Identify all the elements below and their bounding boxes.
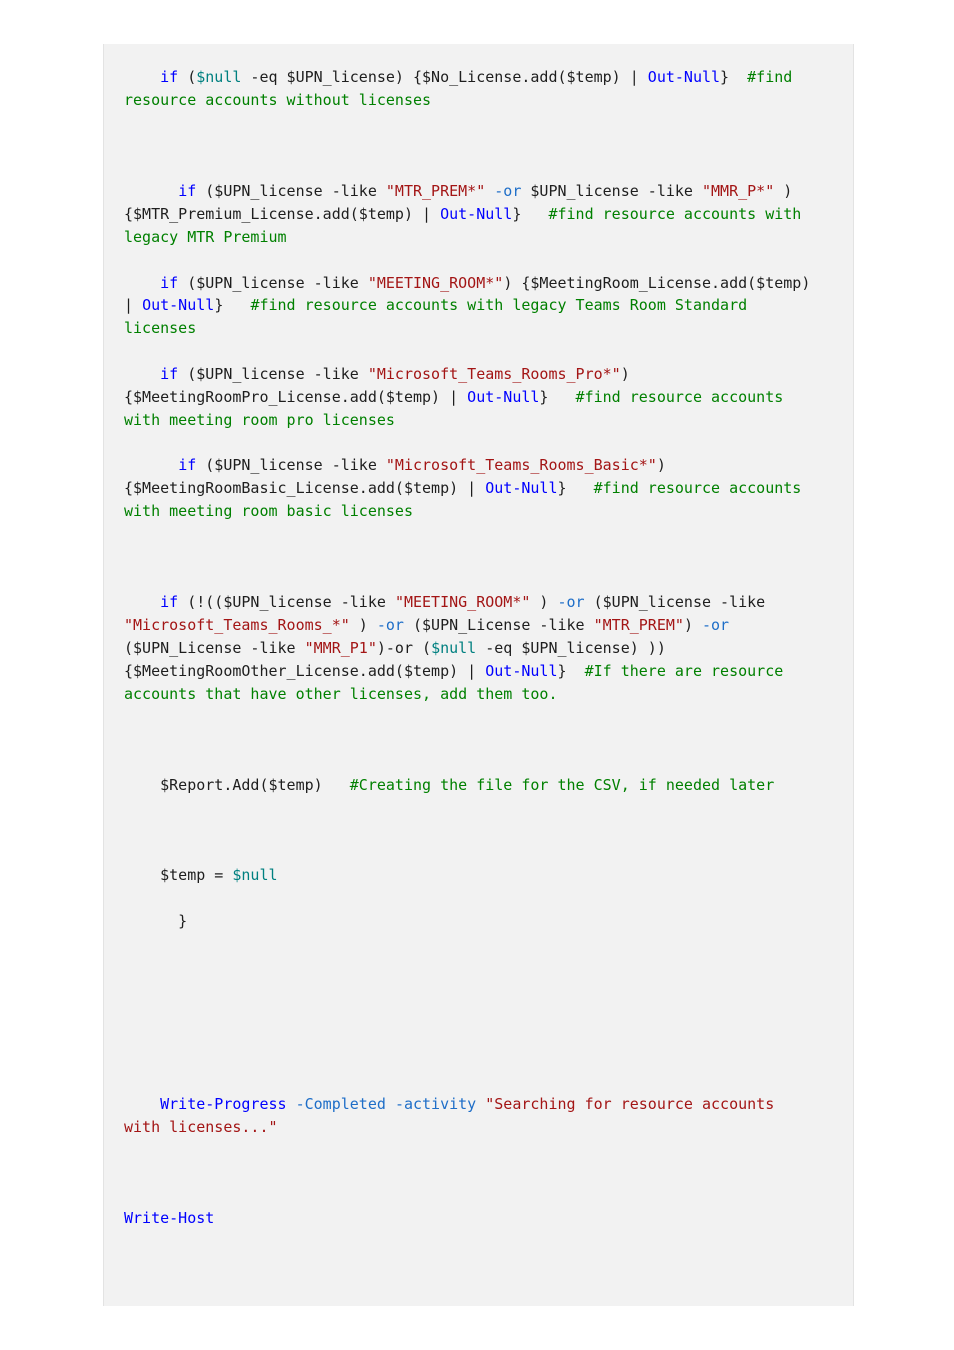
code-line [124,500,413,523]
code-line [124,1207,214,1230]
code-token: "MTR_PREM" [593,616,684,634]
code-token: $UPN_license -like [521,182,702,200]
code-token: Out-Null [142,296,215,314]
code-token: Write-Progress [160,1095,287,1113]
code-token: {$MeetingRoomOther_License.add($temp) | [124,662,486,680]
code-token: ($UPN_License -like [124,639,305,657]
code-token: "Searching for resource accounts [485,1095,775,1113]
code-line [124,180,792,203]
code-token: } [124,912,188,930]
code-token [386,1095,395,1113]
code-token: ) {$MeetingRoom_License.add($temp) [503,274,811,292]
code-line [124,1116,278,1139]
code-token: licenses [124,319,197,337]
code-token: $null [196,68,242,86]
code-token: with licenses..." [124,1118,278,1136]
code-line [124,683,557,706]
code-token: } [557,479,594,497]
code-token: #find resource accounts [575,388,784,406]
code-token: "MMR_P*" [702,182,775,200]
code-token: #If there are resource [584,662,784,680]
code-token: if [160,365,179,383]
code-line [124,591,765,614]
code-token: if [160,68,179,86]
code-token: #find resource accounts [593,479,802,497]
code-token: if [160,274,179,292]
code-token: ( [178,68,197,86]
code-token: } [512,205,549,223]
code-token: #find [747,68,793,86]
code-token: ) [620,365,630,383]
code-token [124,593,160,611]
code-token: {$MeetingRoomPro_License.add($temp) | [124,388,468,406]
code-line [124,660,783,683]
code-token: ($UPN_license -like [196,182,386,200]
code-token: ) [683,616,702,634]
code-token [124,68,160,86]
code-token [476,1095,485,1113]
code-token: Out-Null [467,388,540,406]
code-token: ) [656,456,666,474]
code-token [124,1095,160,1113]
code-line [124,317,196,340]
code-token: {$MTR_Premium_License.add($temp) | [124,205,441,223]
code-line [124,910,187,933]
code-line [124,774,774,797]
code-line [124,363,630,386]
code-token: "MTR_PREM*" [385,182,486,200]
code-token: -or [702,616,730,634]
code-line [124,864,278,887]
code-token: ($UPN_License -like [403,616,594,634]
code-token: $temp = [124,866,233,884]
code-token: if [160,593,179,611]
code-token: ($UPN_license -like [178,365,368,383]
code-token: #find resource accounts with legacy Teams Room Standard [250,296,748,314]
code-token: ) [530,593,558,611]
code-token: Out-Null [485,479,558,497]
code-token: -eq $UPN_license) )) [476,639,666,657]
code-token: -or [376,616,404,634]
code-line [124,477,801,500]
code-token: "MEETING_ROOM*" [367,274,504,292]
code-token: {$MeetingRoomBasic_License.add($temp) | [124,479,486,497]
code-token: ) [349,616,377,634]
code-token [485,182,494,200]
code-line [124,614,729,637]
code-line [124,203,801,226]
code-token: if [178,456,197,474]
code-line [124,66,792,89]
code-token [124,365,160,383]
code-token [124,182,178,200]
code-token: accounts that have other licenses, add them too. [124,685,558,703]
code-token: } [557,662,585,680]
code-token: ($UPN_license -like [196,456,386,474]
code-token: $Report.Add($temp) [124,776,350,794]
code-token: "MEETING_ROOM*" [394,593,531,611]
code-token: } [539,388,576,406]
code-token: "MMR_P1" [304,639,377,657]
code-token: #find resource accounts with [548,205,802,223]
code-token: #Creating the file for the CSV, if needed later [349,776,775,794]
code-line [124,1093,774,1116]
code-token: (!(($UPN_license -like [178,593,395,611]
code-token [124,456,178,474]
code-token: ($UPN_license -like [178,274,368,292]
code-line [124,386,783,409]
code-token: $null [232,866,278,884]
code-token: "Microsoft_Teams_Rooms_*" [124,616,350,634]
code-token: "Microsoft_Teams_Rooms_Basic*" [385,456,657,474]
code-line [124,226,287,249]
code-token: if [178,182,197,200]
code-token: with meeting room basic licenses [124,502,413,520]
code-token: ) [774,182,793,200]
code-token: } [720,68,748,86]
code-token: -eq $UPN_license) {$No_License.add($temp) | [241,68,648,86]
code-token: Out-Null [440,205,513,223]
code-token: )-or ( [376,639,432,657]
code-line [124,272,810,295]
code-line [124,637,666,660]
code-token: Write-Host [124,1209,215,1227]
code-token: | [124,296,143,314]
code-line [124,409,395,432]
code-line [124,454,666,477]
code-token: "Microsoft_Teams_Rooms_Pro*" [367,365,621,383]
code-token: ($UPN_license -like [584,593,766,611]
code-token [124,274,160,292]
code-token: -Completed [295,1095,386,1113]
code-token: -or [557,593,585,611]
code-token: -or [494,182,522,200]
code-token: -activity [394,1095,477,1113]
code-token: $null [431,639,477,657]
code-token: legacy MTR Premium [124,228,287,246]
code-token: Out-Null [647,68,721,86]
code-line [124,89,431,112]
code-token: with meeting room pro licenses [124,411,395,429]
code-token: Out-Null [485,662,558,680]
code-token: resource accounts without licenses [124,91,432,109]
code-line [124,294,747,317]
code-token [287,1095,296,1113]
code-token: } [214,296,251,314]
